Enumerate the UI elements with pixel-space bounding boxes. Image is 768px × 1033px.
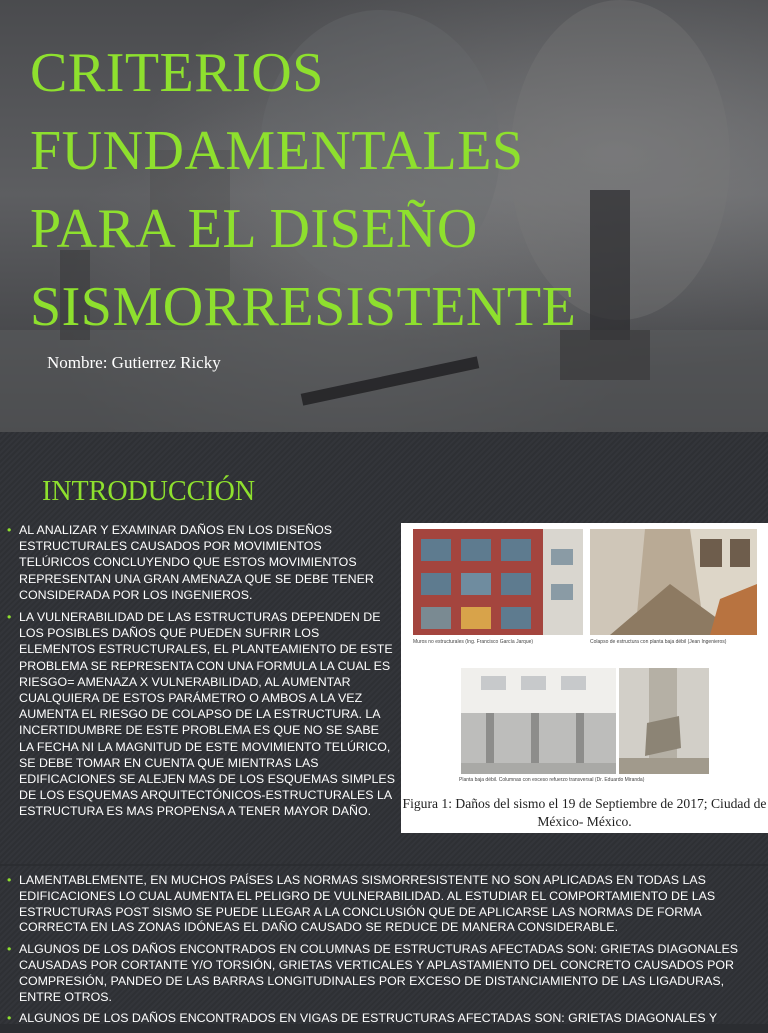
introduction-bullets — [5, 522, 395, 826]
author-name: Nombre: Gutierrez Ricky — [47, 353, 221, 372]
photo-caption: Planta baja débil. Columnas con exceso refuerzo transversal (Dr. Eduardo Miranda) — [459, 777, 645, 783]
collapse-illustration — [590, 529, 757, 635]
earthquake-damage-figure — [401, 523, 768, 833]
list-item: • ALGUNOS DE LOS DAÑOS ENCONTRADOS EN VIGAS DE ESTRUCTURAS AFECTADAS SON: GRIETAS DIAGONALES Y — [5, 1011, 760, 1027]
list-item: • AL ANALIZAR Y EXAMINAR DAÑOS EN LOS DISEÑOS ESTRUCTURALES CAUSADOS POR MOVIMIENTOS TELÚRICOS CONCLUYENDO QUE ESTOS MOVIMIENTOS REPRESENTAN UNA GRAN AMENAZA QUE SE DEBE TENER CONSIDERADA POR LOS INGENIEROS. — [5, 522, 395, 603]
introduction-heading: INTRODUCCIÓN — [42, 476, 256, 507]
photo-collapsed-structure — [590, 529, 757, 635]
photo-damaged-building — [413, 529, 583, 635]
photo-caption: Colapso de estructura con planta baja débil (Jean Ingenieros) — [590, 639, 727, 645]
damage-bullets — [5, 873, 760, 1033]
column-illustration — [619, 668, 709, 774]
photo-soft-story — [461, 668, 616, 774]
photo-damaged-column — [619, 668, 709, 774]
list-item: • LAMENTABLEMENTE, EN MUCHOS PAÍSES LAS NORMAS SISMORRESISTENTE NO SON APLICADAS EN TODAS LAS EDIFICACIONES LO CUAL AUMENTA EL PELIGRO DE VULNERABILIDAD. AL ESTUDIAR EL COMPORTAMIENTO DE LAS ESTRUCTURAS POST SISMO SE PUEDE LLEGAR A LA CONCLUSIÓN QUE DE APLICARSE LAS NORMAS DE FORMA CORRECTA EN LAS ZONAS IDÓNEAS EL DAÑO CAUSADO SE REDUCE DE MANERA CONSIDERABLE. — [5, 873, 760, 936]
list-item: • ALGUNOS DE LOS DAÑOS ENCONTRADOS EN COLUMNAS DE ESTRUCTURAS AFECTADAS SON: GRIETAS DIAGONALES CAUSADAS POR CORTANTE Y/O TORSIÓN, GRIETAS VERTICALES Y APLASTAMIENTO DEL CONCRETO CAUSADOS POR COMPRESIÓN, PANDEO DE LAS BARRAS LONGITUDINALES POR EXCESO DE DISTANCIAMIENTO DE LAS LIGADURAS, ENTRE OTROS. — [5, 942, 760, 1005]
title-slide — [0, 0, 768, 432]
title-line: SISMORRESISTENTE — [30, 276, 577, 338]
title-line: CRITERIOS — [30, 42, 324, 104]
list-item: • LA VULNERABILIDAD DE LAS ESTRUCTURAS DEPENDEN DE LOS POSIBLES DAÑOS QUE PUEDEN SUFRIR LOS ELEMENTOS ESTRUCTURALES, EL PLANTEAMIENTO DE ESTE PROBLEMA SE REPRESENTA CON UNA FORMULA LA CUAL ES RIESGO= AMENAZA X VULNERABILIDAD, AL AUMENTAR CUALQUIERA DE ESTOS PARÁMETRO O AMBOS A LA VEZ AUMENTA EL RIESGO DE COLAPSO DE LA ESTRUCTURA. LA INCERTIDUMBRE DE ESTE PROBLEMA ES QUE NO SE SABE LA FECHA NI LA MAGNITUD DE ESTE MOVIMIENTO TELÚRICO, SE DEBE TOMAR EN CUENTA QUE MIENTRAS LAS EDIFICACIONES SE ALEJEN MAS DE LOS ESQUEMAS SIMPLES DE LOS ESQUEMAS ARQUITECTÓNICOS-ESTRUCTURALES LA ESTRUCTURA ES MAS PROPENSA A TENER MAYOR DAÑO. — [5, 609, 395, 820]
title-line: FUNDAMENTALES — [30, 120, 524, 182]
building-illustration — [413, 529, 583, 635]
figure-caption: Figura 1: Daños del sismo el 19 de Septiembre de 2017; Ciudad de México- México. — [402, 796, 767, 829]
photo-caption: Muros no estructurales (Ing. Francisco García Jarque) — [413, 639, 534, 645]
title-line: PARA EL DISEÑO — [30, 198, 478, 260]
presentation-title — [30, 34, 750, 346]
soft-story-illustration — [461, 668, 616, 774]
